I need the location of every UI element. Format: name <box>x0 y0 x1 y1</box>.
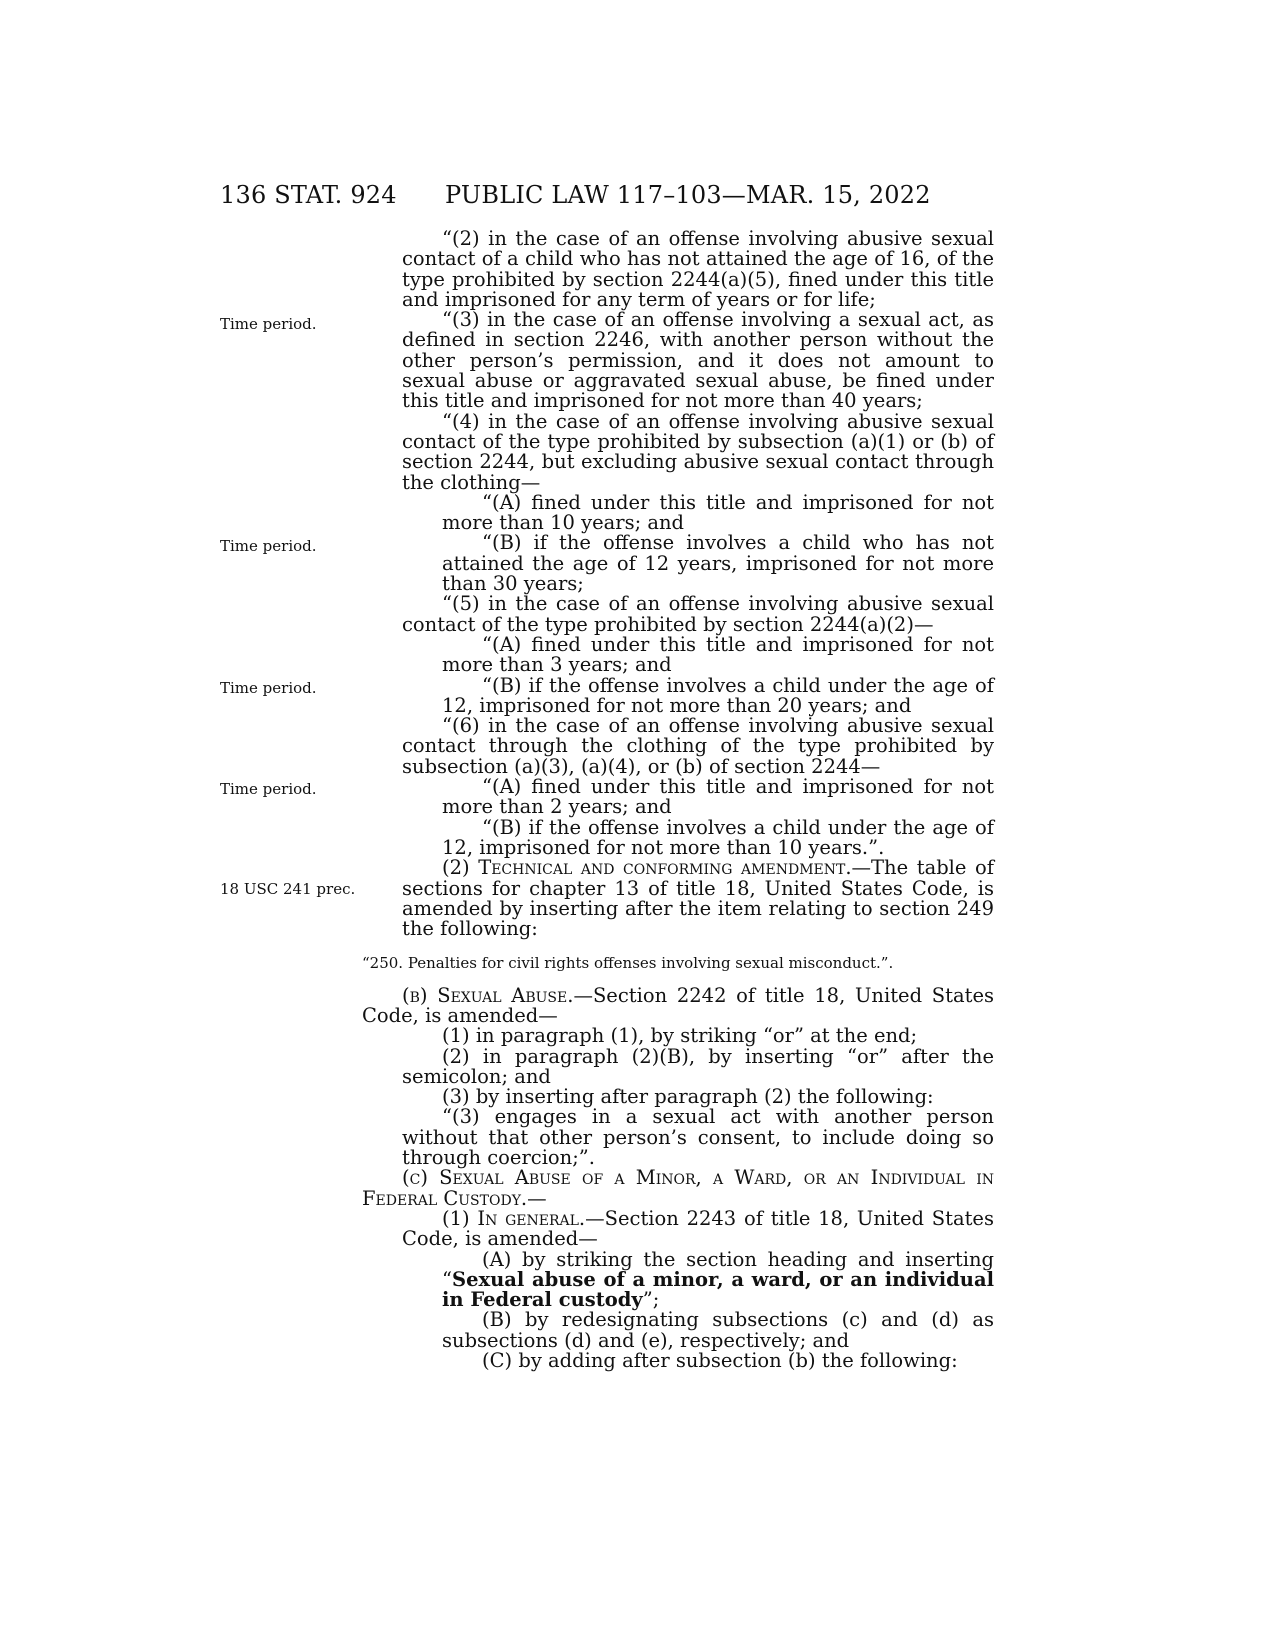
paragraph: “(4) in the case of an offense involving abusive sexual contact of the type prohibited by subsection (a)(1) or (b) of section 2244, but excluding abusive sexual contact through the clothing— <box>402 409 994 494</box>
paragraph <box>362 1168 994 1209</box>
paragraph: (1) in paragraph (1), by striking “or” at the end; <box>442 1024 918 1048</box>
subparagraph: “(A) fined under this title and imprisoned for not more than 3 years; and <box>442 632 994 677</box>
paragraph <box>362 1206 994 1251</box>
section-heading: (1) In general. <box>442 1206 586 1230</box>
section-text: —Section 2243 of title 18, United States Code, is amended— <box>402 1206 994 1251</box>
subparagraph: “(B) if the offense involves a child under the age of 12, imprisoned for not more than 10 years.”. <box>442 815 994 859</box>
paragraph: “(3) engages in a sexual act with another person without that other person’s consent, to include doing so through coercion;”. <box>402 1105 994 1170</box>
subparagraph: (B) by redesignating subsections (c) and (d) as subsections (d) and (e), respectively; and <box>442 1308 994 1352</box>
bold-heading-text: Sexual abuse of a minor, a ward, or an individual in Federal custody <box>442 1267 994 1312</box>
statute-text <box>362 229 994 1371</box>
paragraph: (3) by inserting after paragraph (2) the following: <box>442 1085 934 1109</box>
section-text: —Section 2242 of title 18, United States Code, is amended— <box>362 983 994 1027</box>
paragraph: “(6) in the case of an offense involving abusive sexual contact through the clothing of the type prohibited by subsection (a)(3), (a)(4), or (b) of section 2244— <box>402 714 994 778</box>
section-text: —The table of sections for chapter 13 of title 18, United States Code, is amended by inserting after the item relating to section 249 the following: <box>402 856 994 941</box>
running-header: PUBLIC LAW 117–103—MAR. 15, 2022 <box>445 181 931 209</box>
paragraph: “(2) in the case of an offense involving abusive sexual contact of a child who has not attained the age of 16, of the type prohibited by section 2244(a)(5), fined under this title and imprisoned for any term of years or for life; <box>402 227 994 311</box>
paragraph <box>362 858 994 939</box>
paragraph: “(5) in the case of an offense involving abusive sexual contact of the type prohibited by section 2244(a)(2)— <box>402 592 994 636</box>
paragraph: “(3) in the case of an offense involving a sexual act, as defined in section 2246, with another person without the other person’s permission, and it does not amount to sexual abuse or aggravated sexual abuse, be fined under this title and imprisoned for not more than 40 years; <box>402 308 994 413</box>
margin-note: Time period. <box>220 780 317 798</box>
page-citation: 136 STAT. 924 <box>220 181 397 209</box>
paragraph: (2) in paragraph (2)(B), by inserting “or” after the semicolon; and <box>402 1044 994 1088</box>
margin-note: Time period. <box>220 315 317 333</box>
section-text: — <box>527 1186 547 1210</box>
section-text: (A) by striking the section heading and inserting “ <box>442 1247 994 1291</box>
section-text: ”; <box>642 1288 660 1312</box>
section-heading: (b) Sexual Abuse. <box>402 983 574 1007</box>
margin-note: Time period. <box>220 679 317 697</box>
section-heading: (c) Sexual Abuse of a Minor, a Ward, or an Individual in Federal Custody. <box>362 1166 994 1210</box>
paragraph <box>362 983 994 1027</box>
subparagraph: (C) by adding after subsection (b) the following: <box>482 1349 958 1373</box>
margin-note: 18 USC 241 prec. <box>220 880 356 898</box>
subparagraph <box>362 1247 994 1312</box>
table-of-sections-item: “250. Penalties for civil rights offenses involving sexual misconduct.”. <box>362 954 894 973</box>
subparagraph: “(A) fined under this title and imprisoned for not more than 10 years; and <box>442 490 994 535</box>
subparagraph: “(B) if the offense involves a child who has not attained the age of 12 years, imprisoned for not more than 30 years; <box>442 531 994 596</box>
subparagraph: “(B) if the offense involves a child under the age of 12, imprisoned for not more than 20 years; and <box>442 673 994 717</box>
subparagraph: “(A) fined under this title and imprisoned for not more than 2 years; and <box>442 775 994 819</box>
section-heading: (2) Technical and conforming amendment. <box>442 856 852 880</box>
margin-note: Time period. <box>220 537 317 555</box>
